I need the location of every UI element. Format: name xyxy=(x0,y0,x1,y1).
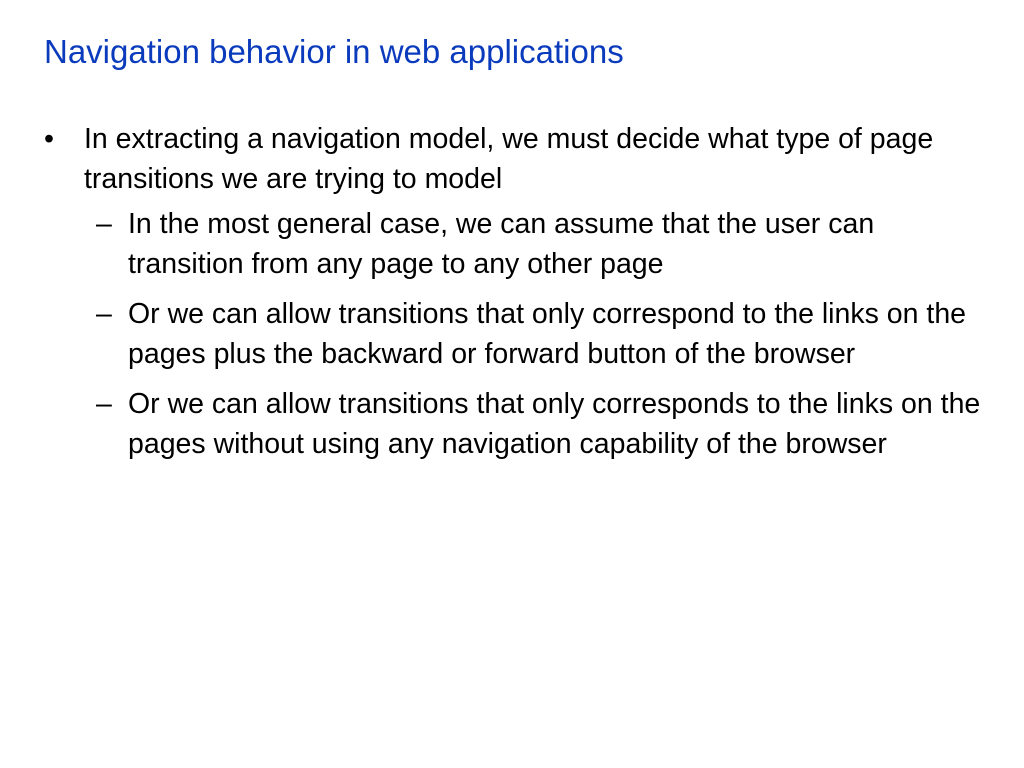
sub-bullet-text: Or we can allow transitions that only correspond to the links on the pages plus the backward or forward button of the browser xyxy=(128,298,967,370)
bullet-dot-marker: • xyxy=(44,123,54,155)
sub-bullet-text: Or we can allow transitions that only corresponds to the links on the pages without using any navigation capability of the browser xyxy=(128,388,981,460)
dash-marker: – xyxy=(96,298,112,330)
dash-marker: – xyxy=(96,388,112,420)
bullet-text: In extracting a navigation model, we must decide what type of page transitions we are trying to model xyxy=(84,123,934,195)
sub-bullet-general-case xyxy=(44,204,994,284)
sub-bullet-links-only xyxy=(44,384,994,464)
dash-marker: – xyxy=(96,208,112,240)
sub-bullet-with-browser-buttons xyxy=(44,294,994,374)
slide-title: Navigation behavior in web applications xyxy=(44,33,624,70)
sub-bullet-text: In the most general case, we can assume that the user can transition from any page to any other page xyxy=(128,208,875,280)
bullet-level-1 xyxy=(44,119,994,199)
slide-body xyxy=(44,119,994,474)
